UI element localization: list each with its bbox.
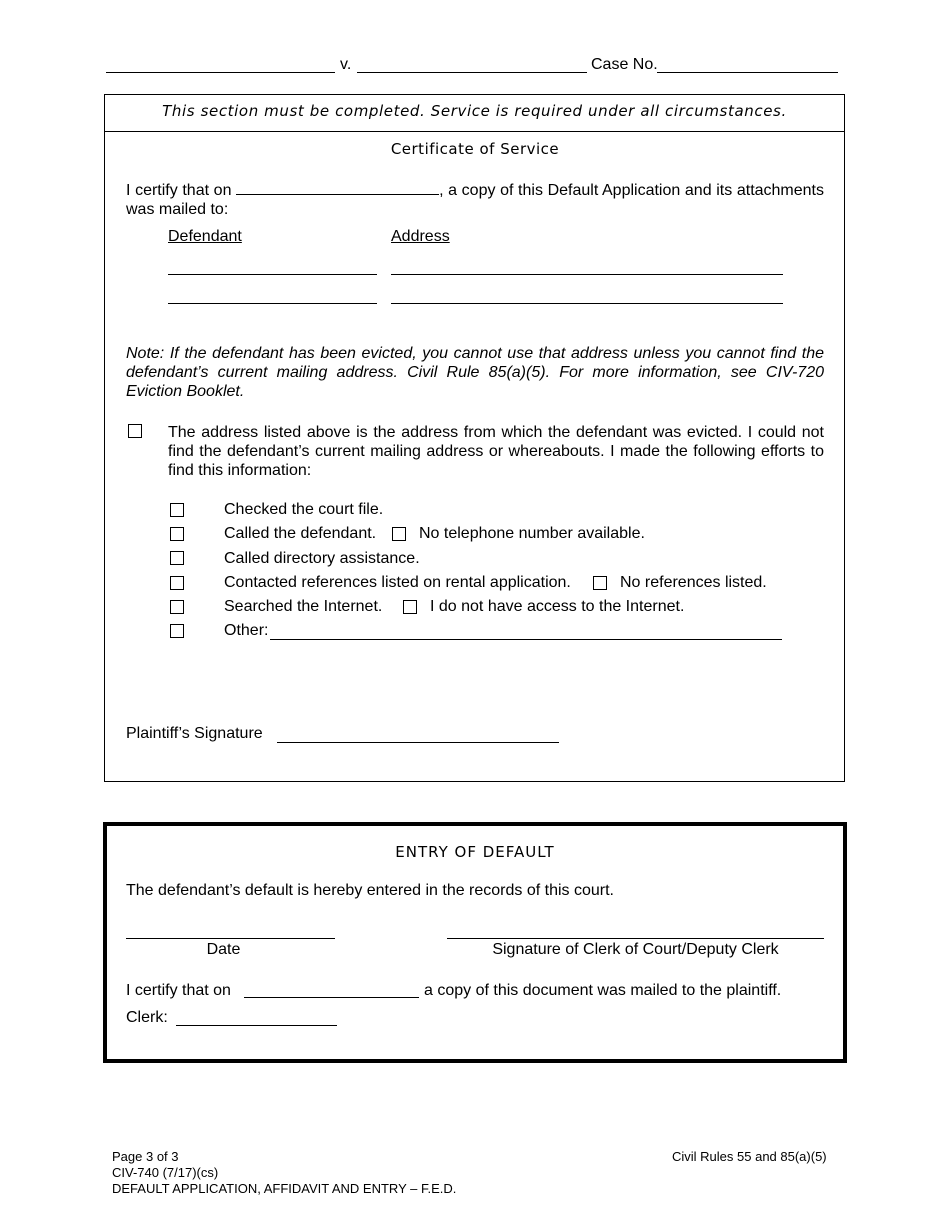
- no-internet-checkbox[interactable]: [403, 600, 417, 614]
- other-label: Other:: [224, 622, 269, 639]
- evicted-statement: The address listed above is the address from which the defendant was evicted. I could not find the defendant’s current mailing address or whereabouts. I made the following efforts to find this information:: [168, 424, 824, 479]
- civil-rules-reference: Civil Rules 55 and 85(a)(5): [672, 1149, 827, 1164]
- directory-label: Called directory assistance.: [224, 550, 420, 567]
- default-statement: The defendant’s default is hereby entered in the records of this court.: [126, 882, 614, 899]
- certificate-title: Certificate of Service: [390, 140, 560, 158]
- plaintiff-signature-field[interactable]: [277, 742, 559, 743]
- plaintiff-signature-label: Plaintiff’s Signature: [126, 725, 263, 742]
- entry-certify-suffix: a copy of this document was mailed to the plaintiff.: [424, 982, 782, 999]
- form-id: CIV-740 (7/17)(cs): [112, 1165, 219, 1180]
- address-field-1[interactable]: [391, 274, 783, 275]
- no-references-checkbox[interactable]: [593, 576, 607, 590]
- defendant-name-field[interactable]: [357, 72, 587, 73]
- no-phone-label: No telephone number available.: [419, 525, 645, 542]
- defendant-field-1[interactable]: [168, 274, 377, 275]
- defendant-field-2[interactable]: [168, 303, 377, 304]
- entry-mailing-date-field[interactable]: [244, 997, 419, 998]
- case-number-label: Case No.: [591, 56, 658, 73]
- certify-suffix: , a copy of this Default Application and its attachments was mailed to:: [126, 182, 825, 218]
- clerk-label: Clerk:: [126, 1009, 168, 1026]
- mailing-date-field[interactable]: [236, 180, 439, 195]
- court-file-label: Checked the court file.: [224, 501, 384, 518]
- entry-date-field[interactable]: [126, 938, 335, 939]
- defendant-column-header: Defendant: [168, 228, 242, 245]
- certify-prefix: I certify that on: [126, 182, 232, 199]
- banner-text: This section must be completed. Service is required under all circumstances.: [162, 102, 787, 120]
- case-number-field[interactable]: [657, 72, 838, 73]
- section-banner: [105, 95, 844, 132]
- clerk-signature-label: Signature of Clerk of Court/Deputy Clerk: [492, 941, 779, 958]
- versus-label: v.: [340, 56, 352, 73]
- entry-title: ENTRY OF DEFAULT: [395, 843, 555, 861]
- form-title: DEFAULT APPLICATION, AFFIDAVIT AND ENTRY – F.E.D.: [112, 1181, 457, 1196]
- clerk-signature-field[interactable]: [447, 938, 824, 939]
- evicted-address-checkbox[interactable]: [128, 424, 142, 438]
- directory-checkbox[interactable]: [170, 551, 184, 565]
- called-defendant-label: Called the defendant.: [224, 525, 377, 542]
- internet-label: Searched the Internet.: [224, 598, 383, 615]
- references-label: Contacted references listed on rental application.: [224, 574, 571, 591]
- eviction-note: Note: If the defendant has been evicted, you cannot use that address unless you cannot find the defendant’s current mailing address. Civil Rule 85(a)(5). For more information, see CIV-720 Eviction Booklet.: [126, 345, 824, 400]
- date-label: Date: [206, 941, 241, 958]
- other-checkbox[interactable]: [170, 624, 184, 638]
- court-file-checkbox[interactable]: [170, 503, 184, 517]
- other-field[interactable]: [270, 639, 782, 640]
- address-column-header: Address: [391, 228, 450, 245]
- plaintiff-name-field[interactable]: [106, 72, 335, 73]
- references-checkbox[interactable]: [170, 576, 184, 590]
- clerk-name-field[interactable]: [176, 1025, 337, 1026]
- internet-checkbox[interactable]: [170, 600, 184, 614]
- called-defendant-checkbox[interactable]: [170, 527, 184, 541]
- no-references-label: No references listed.: [620, 574, 767, 591]
- page-number: Page 3 of 3: [112, 1149, 179, 1164]
- no-phone-checkbox[interactable]: [392, 527, 406, 541]
- address-field-2[interactable]: [391, 303, 783, 304]
- no-internet-label: I do not have access to the Internet.: [430, 598, 685, 615]
- certify-paragraph: [126, 180, 824, 219]
- entry-certify-prefix: I certify that on: [126, 982, 231, 999]
